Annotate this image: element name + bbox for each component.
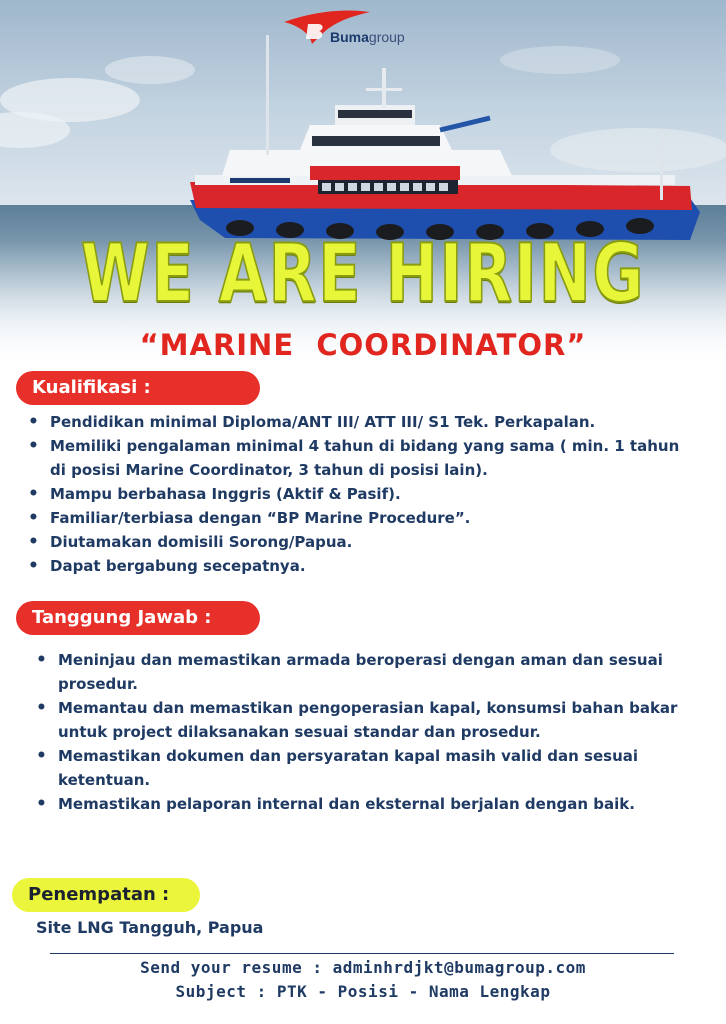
footer-divider bbox=[50, 953, 674, 954]
list-item: • Meninjau dan memastikan armada beroperasi dengan aman dan sesuai prosedur. bbox=[34, 648, 710, 696]
responsibilities-list bbox=[34, 648, 710, 816]
list-item: • Mampu berbahasa Inggris (Aktif & Pasif). bbox=[26, 482, 696, 506]
list-item: • Diutamakan domisili Sorong/Papua. bbox=[26, 530, 696, 554]
placement-site: Site LNG Tangguh, Papua bbox=[36, 918, 264, 937]
list-item: • Memiliki pengalaman minimal 4 tahun di bidang yang sama ( min. 1 tahun di posisi Marine Coordinator, 3 tahun di posisi lain). bbox=[26, 434, 696, 482]
hiring-headline: WE ARE HIRING bbox=[80, 227, 646, 320]
list-item: • Dapat bergabung secepatnya. bbox=[26, 554, 696, 578]
responsibilities-label: Tanggung Jawab : bbox=[16, 601, 260, 635]
logo-bold-text: Buma bbox=[330, 29, 369, 45]
qualifications-label: Kualifikasi : bbox=[16, 371, 260, 405]
qualifications-list bbox=[26, 410, 696, 578]
resume-instruction: Send your resume : adminhrdjkt@bumagroup.com bbox=[140, 958, 586, 977]
email-subject-format: Subject : PTK - Posisi - Nama Lengkap bbox=[175, 982, 551, 1001]
list-item-text: Familiar/terbiasa dengan “BP Marine Procedure”. bbox=[50, 509, 471, 527]
list-item: • Memastikan dokumen dan persyaratan kapal masih valid dan sesuai ketentuan. bbox=[34, 744, 710, 792]
placement-label: Penempatan : bbox=[12, 878, 200, 912]
list-item: • Memastikan pelaporan internal dan eksternal berjalan dengan baik. bbox=[34, 792, 710, 816]
list-item: • Memantau dan memastikan pengoperasian kapal, konsumsi bahan bakar untuk project dilaksanakan sesuai standar dan prosedur. bbox=[34, 696, 710, 744]
brand-logo-text bbox=[330, 29, 405, 45]
list-item bbox=[26, 506, 696, 530]
list-item: • Pendidikan minimal Diploma/ANT III/ ATT III/ S1 Tek. Perkapalan. bbox=[26, 410, 696, 434]
position-title: “MARINE COORDINATOR” bbox=[139, 328, 587, 362]
logo-light-text: group bbox=[368, 29, 405, 45]
